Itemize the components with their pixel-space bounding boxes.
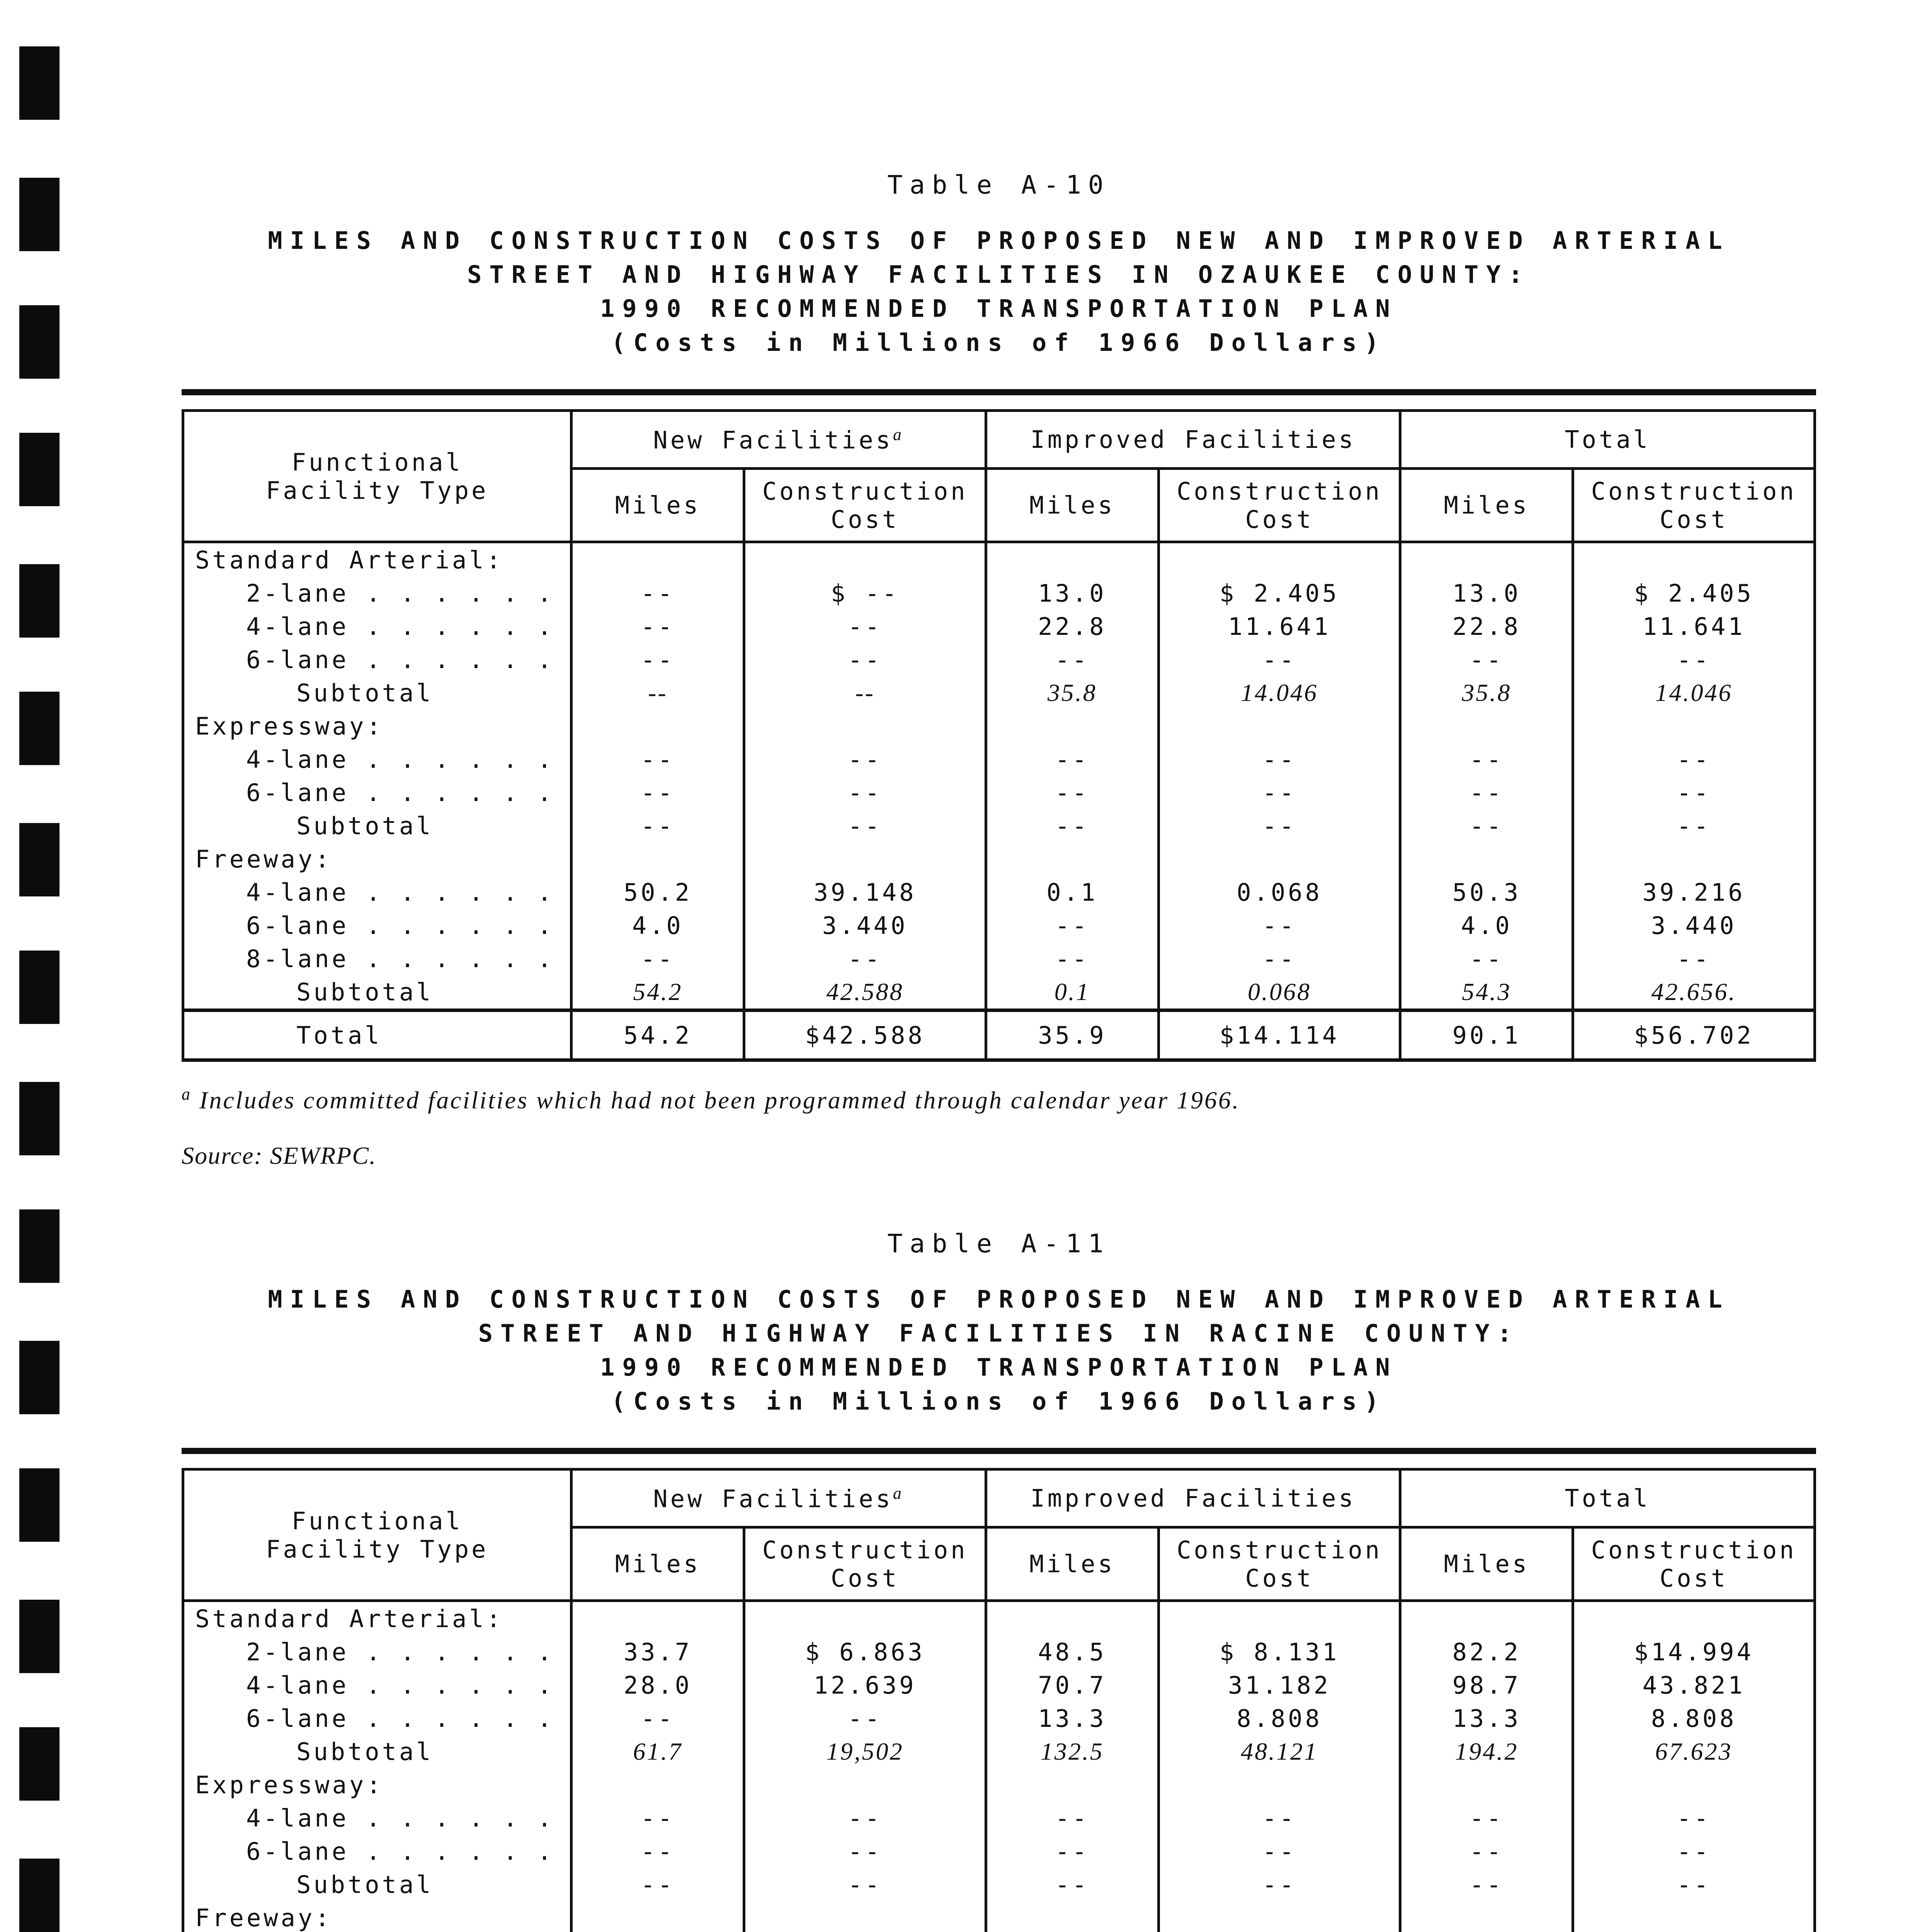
header-text: Cost (831, 1564, 900, 1592)
subtotal-row (183, 676, 1815, 709)
row-label: 4-lane . . . . . . (183, 743, 571, 776)
row-label: 6-lane . . . . . . (183, 909, 571, 942)
table-cell: -- (986, 942, 1158, 975)
header-text: Cost (1245, 1564, 1314, 1592)
table-cell: -- (1158, 643, 1400, 676)
total-row (183, 1010, 1815, 1060)
table-title-line: MILES AND CONSTRUCTION COSTS OF PROPOSED NEW AND IMPROVED ARTERIAL (268, 226, 1730, 255)
data-table (182, 409, 1816, 1062)
table-row (183, 942, 1815, 975)
table-row (183, 1835, 1815, 1868)
table-cell: 0.068 (1158, 876, 1400, 909)
footnote-marker: a (182, 1085, 192, 1104)
table-cell: -- (1400, 809, 1573, 842)
table-row (183, 1768, 1815, 1801)
table-cell: 39.216 (1573, 876, 1815, 909)
table-cell: -- (1400, 643, 1573, 676)
table-cell: 13.0 (1400, 577, 1573, 610)
binding-hole (19, 433, 60, 506)
table-cell: -- (744, 1868, 986, 1901)
row-label: Expressway: (183, 1768, 571, 1801)
table-source: Source: SEWRPC. (182, 1142, 376, 1170)
header-text: New Facilities (653, 426, 893, 454)
table-cell (1158, 1768, 1400, 1801)
table-cell: -- (744, 809, 986, 842)
table-cell: -- (1400, 776, 1573, 809)
table-row (183, 1668, 1815, 1702)
table-cell: 42.656. (1573, 975, 1815, 1010)
row-label: Expressway: (183, 709, 571, 743)
table-cell: $ 6.863 (744, 1635, 986, 1668)
col-header-functional-type (183, 1469, 571, 1601)
col-header-miles: Miles (1400, 1527, 1573, 1601)
table-cell: 14.046 (1573, 676, 1815, 709)
table-cell: -- (1400, 1868, 1573, 1901)
table-cell: 35.9 (986, 1010, 1158, 1060)
header-text: Construction (1591, 1536, 1797, 1564)
table-cell (1400, 1601, 1573, 1636)
table-cell: 67.623 (1573, 1735, 1815, 1768)
table-cell: 0.068 (1158, 975, 1400, 1010)
table-cell (1158, 1901, 1400, 1932)
table-cell (744, 1901, 986, 1932)
footnote-marker: a (893, 1484, 905, 1503)
table-cell: 4.0 (1400, 909, 1573, 942)
col-header-construction-cost (1573, 1527, 1815, 1601)
table-row (183, 876, 1815, 909)
table-footnote (182, 1084, 1816, 1114)
table-cell: 48.121 (1158, 1735, 1400, 1768)
table-cell: 8.808 (1158, 1702, 1400, 1735)
table-title-line: 1990 RECOMMENDED TRANSPORTATION PLAN (600, 1353, 1398, 1381)
table-cell: -- (744, 942, 986, 975)
table-cell (1573, 542, 1815, 577)
table-label: Table A-11 (887, 1229, 1111, 1259)
table-cell: -- (571, 942, 744, 975)
table-header (183, 1469, 1815, 1601)
table-cell: -- (986, 1868, 1158, 1901)
binding-hole (19, 1209, 60, 1283)
table-cell: -- (1158, 1868, 1400, 1901)
table-row (183, 643, 1815, 676)
table-cell: -- (571, 809, 744, 842)
table-cell: 194.2 (1400, 1735, 1573, 1768)
col-header-miles: Miles (571, 1527, 744, 1601)
table-cell: $14.114 (1158, 1010, 1400, 1060)
header-text: Facility Type (266, 476, 489, 505)
row-label: 4-lane . . . . . . (183, 610, 571, 643)
table-body (183, 542, 1815, 1060)
table-cell (986, 1768, 1158, 1801)
row-label: Standard Arterial: (183, 1601, 571, 1636)
row-label: 4-lane . . . . . . (183, 1668, 571, 1702)
row-label: Subtotal (183, 676, 571, 709)
table-cell (571, 1901, 744, 1932)
table-cell (1573, 1768, 1815, 1801)
row-label: 4-lane . . . . . . (183, 876, 571, 909)
table-cell: 11.641 (1158, 610, 1400, 643)
binding-hole (19, 1859, 60, 1932)
table-cell: -- (1158, 1801, 1400, 1835)
table-cell: -- (571, 776, 744, 809)
table-cell: 4.0 (571, 909, 744, 942)
table-cell: $56.702 (1573, 1010, 1815, 1060)
col-header-new-facilities (571, 1469, 986, 1527)
row-label: Total (183, 1010, 571, 1060)
table-cell: 19,502 (744, 1735, 986, 1768)
table-cell: $ 8.131 (1158, 1635, 1400, 1668)
header-text: Construction (1177, 1536, 1383, 1564)
table-row (183, 1601, 1815, 1636)
table-cell (986, 842, 1158, 876)
table-cell (1158, 542, 1400, 577)
table-cell: -- (571, 577, 744, 610)
table-cell: -- (1573, 809, 1815, 842)
header-text: Functional (291, 1507, 463, 1535)
row-label: Freeway: (183, 842, 571, 876)
header-text: New Facilities (653, 1485, 893, 1513)
table-cell: $14.994 (1573, 1635, 1815, 1668)
table-row (183, 743, 1815, 776)
table-cell: $ -- (744, 577, 986, 610)
table-cell (1573, 1601, 1815, 1636)
table-cell: -- (571, 643, 744, 676)
table-cell: -- (986, 643, 1158, 676)
table-cell: -- (571, 610, 744, 643)
col-header-construction-cost (1158, 1527, 1400, 1601)
table-cell: -- (571, 743, 744, 776)
subtotal-row (183, 1735, 1815, 1768)
table-cell: 31.182 (1158, 1668, 1400, 1702)
table-cell (1573, 709, 1815, 743)
binding-hole (19, 692, 60, 765)
row-label: Standard Arterial: (183, 542, 571, 577)
table-cell: 50.2 (571, 876, 744, 909)
table-cell (1400, 842, 1573, 876)
col-header-miles: Miles (571, 469, 744, 542)
header-text: Construction (1177, 477, 1383, 505)
binding-strip (0, 0, 100, 1932)
col-header-total: Total (1400, 1469, 1815, 1527)
table-cell: -- (744, 643, 986, 676)
col-header-total: Total (1400, 411, 1815, 469)
header-text: Cost (1660, 505, 1728, 534)
row-label: Subtotal (183, 809, 571, 842)
table-cell: 12.639 (744, 1668, 986, 1702)
table-row (183, 1635, 1815, 1668)
table-cell: -- (744, 743, 986, 776)
table-cell: 98.7 (1400, 1668, 1573, 1702)
table-cell: -- (1573, 1835, 1815, 1868)
col-header-functional-type (183, 411, 571, 542)
binding-hole (19, 305, 60, 379)
table-cell: 61.7 (571, 1735, 744, 1768)
table-row (183, 577, 1815, 610)
table-row (183, 1901, 1815, 1932)
table-cell: 50.3 (1400, 876, 1573, 909)
table-cell: $ 2.405 (1158, 577, 1400, 610)
table-row (183, 776, 1815, 809)
binding-hole (19, 178, 60, 251)
table-cell: -- (571, 676, 744, 709)
subtotal-row (183, 1868, 1815, 1901)
table-cell: 11.641 (1573, 610, 1815, 643)
table-cell: -- (571, 1868, 744, 1901)
table-cell (744, 1768, 986, 1801)
table-cell: $42.588 (744, 1010, 986, 1060)
data-table (182, 1468, 1816, 1932)
table-cell: 13.0 (986, 577, 1158, 610)
subtotal-row (183, 809, 1815, 842)
table-cell: -- (1573, 643, 1815, 676)
table-cell: -- (1400, 1801, 1573, 1835)
table-cell: -- (986, 1835, 1158, 1868)
table-cell: 22.8 (986, 610, 1158, 643)
header-text: Cost (1245, 505, 1314, 534)
header-text: Cost (831, 505, 900, 534)
table-cell: -- (744, 676, 986, 709)
table-title-line: (Costs in Millions of 1966 Dollars) (611, 1387, 1387, 1415)
row-label: 2-lane . . . . . . (183, 577, 571, 610)
binding-hole (19, 823, 60, 896)
table-cell (571, 1601, 744, 1636)
footnote-marker: a (893, 425, 905, 444)
col-header-construction-cost (744, 469, 986, 542)
table-cell: 39.148 (744, 876, 986, 909)
table-title-line: STREET AND HIGHWAY FACILITIES IN RACINE COUNTY: (478, 1319, 1520, 1347)
table-cell: -- (1400, 942, 1573, 975)
binding-hole (19, 951, 60, 1024)
header-text: Construction (1591, 477, 1797, 505)
table-cell: 22.8 (1400, 610, 1573, 643)
col-header-improved-facilities: Improved Facilities (986, 411, 1400, 469)
binding-hole (19, 1341, 60, 1414)
col-header-miles: Miles (986, 1527, 1158, 1601)
table-cell (1573, 1901, 1815, 1932)
footnote-text: Includes committed facilities which had not been programmed through calendar year 1966. (199, 1086, 1240, 1114)
table-cell: 0.1 (986, 975, 1158, 1010)
table-cell: -- (986, 1801, 1158, 1835)
row-label: 8-lane . . . . . . (183, 942, 571, 975)
table-cell: 3.440 (744, 909, 986, 942)
table-cell: -- (1158, 776, 1400, 809)
table-cell: 48.5 (986, 1635, 1158, 1668)
table-cell: -- (744, 610, 986, 643)
table-cell: -- (1573, 1868, 1815, 1901)
table-cell (571, 842, 744, 876)
col-header-construction-cost (1573, 469, 1815, 542)
table-cell: 33.7 (571, 1635, 744, 1668)
table-cell: -- (744, 1835, 986, 1868)
table-top-rule (182, 1448, 1816, 1454)
row-label: 6-lane . . . . . . (183, 643, 571, 676)
table-cell (571, 1768, 744, 1801)
table-cell: -- (571, 1702, 744, 1735)
table-cell: -- (986, 743, 1158, 776)
row-label: 6-lane . . . . . . (183, 1835, 571, 1868)
table-title-line: 1990 RECOMMENDED TRANSPORTATION PLAN (600, 294, 1398, 323)
table-cell (986, 1601, 1158, 1636)
table-cell: 0.1 (986, 876, 1158, 909)
row-label: Subtotal (183, 975, 571, 1010)
table-cell (744, 1601, 986, 1636)
row-label: Subtotal (183, 1735, 571, 1768)
table-row (183, 709, 1815, 743)
table-cell: -- (571, 1801, 744, 1835)
col-header-improved-facilities: Improved Facilities (986, 1469, 1400, 1527)
table-title (182, 1282, 1816, 1418)
table-title-line: STREET AND HIGHWAY FACILITIES IN OZAUKEE COUNTY: (467, 260, 1531, 289)
row-label: 6-lane . . . . . . (183, 776, 571, 809)
row-label: 2-lane . . . . . . (183, 1635, 571, 1668)
table-cell (986, 709, 1158, 743)
table-a11-section (182, 1229, 1816, 1932)
table-row (183, 1702, 1815, 1735)
header-text: Facility Type (266, 1535, 489, 1563)
table-cell (986, 1901, 1158, 1932)
table-cell: 90.1 (1400, 1010, 1573, 1060)
table-cell: 28.0 (571, 1668, 744, 1702)
table-title-line: MILES AND CONSTRUCTION COSTS OF PROPOSED NEW AND IMPROVED ARTERIAL (268, 1285, 1730, 1313)
table-cell: 54.2 (571, 1010, 744, 1060)
table-cell (986, 542, 1158, 577)
table-cell: -- (1158, 809, 1400, 842)
table-cell (571, 542, 744, 577)
table-row (183, 909, 1815, 942)
table-label: Table A-10 (887, 170, 1111, 200)
table-cell: 54.3 (1400, 975, 1573, 1010)
table-row (183, 842, 1815, 876)
table-cell: -- (1158, 942, 1400, 975)
table-cell: 14.046 (1158, 676, 1400, 709)
table-title (182, 224, 1816, 360)
table-header (183, 411, 1815, 542)
table-cell: -- (744, 776, 986, 809)
table-cell: 54.2 (571, 975, 744, 1010)
table-cell: 8.808 (1573, 1702, 1815, 1735)
header-text: Cost (1660, 1564, 1728, 1592)
table-cell (571, 709, 744, 743)
binding-hole (19, 1468, 60, 1542)
table-cell: -- (1573, 776, 1815, 809)
table-cell: -- (986, 809, 1158, 842)
table-cell: -- (744, 1702, 986, 1735)
col-header-construction-cost (744, 1527, 986, 1601)
binding-hole (19, 1082, 60, 1155)
table-cell: 13.3 (1400, 1702, 1573, 1735)
table-cell (744, 842, 986, 876)
table-cell: -- (1573, 1801, 1815, 1835)
table-cell (1400, 1901, 1573, 1932)
table-cell: 35.8 (986, 676, 1158, 709)
header-text: Functional (291, 448, 463, 476)
table-cell: -- (1158, 1835, 1400, 1868)
table-cell: -- (1573, 942, 1815, 975)
header-text: Construction (762, 1536, 968, 1564)
row-label: Freeway: (183, 1901, 571, 1932)
col-header-new-facilities (571, 411, 986, 469)
table-cell (1400, 542, 1573, 577)
table-row (183, 542, 1815, 577)
table-cell: $ 2.405 (1573, 577, 1815, 610)
binding-hole (19, 46, 60, 120)
col-header-miles: Miles (1400, 469, 1573, 542)
table-row (183, 1801, 1815, 1835)
table-cell: -- (1158, 909, 1400, 942)
table-cell: 82.2 (1400, 1635, 1573, 1668)
subtotal-row (183, 975, 1815, 1010)
binding-hole (19, 1600, 60, 1673)
table-body (183, 1601, 1815, 1932)
table-cell (1400, 1768, 1573, 1801)
table-cell: -- (1400, 1835, 1573, 1868)
table-cell: 13.3 (986, 1702, 1158, 1735)
table-cell: 70.7 (986, 1668, 1158, 1702)
table-cell: 35.8 (1400, 676, 1573, 709)
table-cell (1158, 709, 1400, 743)
table-cell: -- (1400, 743, 1573, 776)
row-label: 4-lane . . . . . . (183, 1801, 571, 1835)
table-cell: -- (1158, 743, 1400, 776)
table-cell (1158, 1601, 1400, 1636)
table-a10-section (182, 170, 1816, 1170)
table-cell: -- (571, 1835, 744, 1868)
table-cell (1158, 842, 1400, 876)
table-cell: -- (986, 776, 1158, 809)
col-header-construction-cost (1158, 469, 1400, 542)
table-cell (744, 542, 986, 577)
table-cell: -- (986, 909, 1158, 942)
row-label: Subtotal (183, 1868, 571, 1901)
table-cell: 3.440 (1573, 909, 1815, 942)
table-top-rule (182, 389, 1816, 395)
table-cell: -- (744, 1801, 986, 1835)
table-row (183, 610, 1815, 643)
table-cell (744, 709, 986, 743)
table-cell: -- (1573, 743, 1815, 776)
table-cell (1400, 709, 1573, 743)
table-cell (1573, 842, 1815, 876)
header-text: Construction (762, 477, 968, 505)
binding-hole (19, 1727, 60, 1801)
table-cell: 42.588 (744, 975, 986, 1010)
row-label: 6-lane . . . . . . (183, 1702, 571, 1735)
table-cell: 43.821 (1573, 1668, 1815, 1702)
table-cell: 132.5 (986, 1735, 1158, 1768)
col-header-miles: Miles (986, 469, 1158, 542)
binding-hole (19, 564, 60, 638)
table-title-line: (Costs in Millions of 1966 Dollars) (611, 328, 1387, 357)
